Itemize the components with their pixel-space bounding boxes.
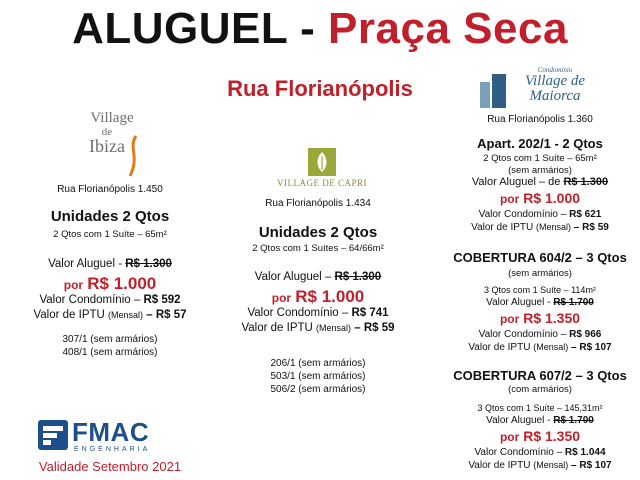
capri-desc: 2 Qtos com 1 Suítes – 64/66m² — [252, 243, 384, 254]
maiorca-cob2-rent-new-line — [440, 428, 640, 444]
maiorca-cob2-rent-line — [440, 414, 640, 427]
maiorca-apt-iptu-label: Valor de IPTU — [471, 222, 534, 233]
maiorca-apt-rent-new-line — [440, 190, 640, 206]
maiorca-cob2-rent-label: Valor Aluguel - — [486, 415, 551, 426]
ibiza-rent-line — [10, 258, 210, 271]
maiorca-cob2-condo-value: R$ 1.044 — [564, 447, 606, 458]
ibiza-unit-1: 307/1 (sem armários) — [62, 334, 158, 345]
street-subtitle: Rua Florianópolis — [227, 76, 413, 101]
maiorca-cob1-rent-new-line — [440, 310, 640, 326]
ibiza-por: por — [63, 278, 84, 292]
maiorca-apt-desc: 2 Qtos com 1 Suíte – 65m² — [483, 153, 597, 164]
maiorca-cob1-por: por — [499, 312, 520, 326]
maiorca-cob2-por: por — [499, 430, 520, 444]
maiorca-cob1-iptu-period: (Mensal) — [533, 342, 569, 352]
ibiza-desc: 2 Qtos com 1 Suíte – 65m² — [53, 229, 167, 240]
capri-rent-line — [218, 271, 418, 284]
maiorca-logo-line1: Village de — [524, 73, 586, 89]
ibiza-rent-label: Valor Aluguel - — [48, 258, 123, 270]
capri-unit-1: 206/1 (sem armários) — [270, 358, 366, 369]
capri-rent-label: Valor Aluguel – — [254, 271, 332, 283]
maiorca-cob1-rent-label: Valor Aluguel - — [486, 297, 551, 308]
capri-rent-new: R$ 1.000 — [295, 287, 365, 306]
maiorca-cob2-iptu-period: (Mensal) — [533, 460, 569, 470]
village-de-ibiza-logo — [82, 110, 142, 180]
maiorca-cob1-condo-label: Valor Condomínio – — [478, 329, 567, 340]
maiorca-cob1-iptu-line — [440, 341, 640, 354]
capri-condo-value: R$ 741 — [351, 307, 389, 319]
maiorca-apt-condo-line — [440, 208, 640, 221]
maiorca-apt-iptu-line — [440, 221, 640, 234]
maiorca-cob2-condo-label: Valor Condomínio – — [474, 447, 563, 458]
maiorca-address: Rua Florianópolis 1.360 — [487, 114, 593, 125]
capri-leaf-icon — [308, 148, 336, 176]
maiorca-cob1-desc: 3 Qtos com 1 Suíte – 114m² — [484, 285, 596, 295]
maiorca-cob1-condo-value: R$ 966 — [569, 329, 602, 340]
maiorca-cob1-condo-line — [440, 328, 640, 341]
maiorca-apt-rent-new: R$ 1.000 — [523, 190, 581, 206]
validity-note: Validade Setembro 2021 — [38, 459, 182, 474]
capri-condo-line — [218, 307, 418, 320]
fmac-logo-sub: ENGENHARIA — [74, 446, 151, 453]
maiorca-logo-line2: Maiorca — [529, 88, 581, 104]
capri-iptu-label: Valor de IPTU — [241, 322, 313, 334]
ibiza-address: Rua Florianópolis 1.450 — [57, 184, 163, 195]
maiorca-logo-small: Condomínio — [537, 66, 573, 74]
capri-units-title: Unidades 2 Qtos — [258, 224, 378, 241]
capri-logo-text: VILLAGE DE CAPRI — [277, 178, 367, 188]
maiorca-apt-iptu-value: – R$ 59 — [573, 222, 609, 233]
ibiza-swirl-icon — [122, 134, 142, 178]
maiorca-apt-condo-label: Valor Condomínio – — [478, 209, 567, 220]
maiorca-cob1-iptu-label: Valor de IPTU — [468, 342, 531, 353]
capri-iptu-value: – R$ 59 — [354, 322, 395, 334]
maiorca-cob2-iptu-label: Valor de IPTU — [468, 460, 531, 471]
maiorca-cob2-iptu-value: – R$ 107 — [571, 460, 612, 471]
ibiza-rent-new: R$ 1.000 — [87, 274, 157, 293]
maiorca-tower-icon — [480, 72, 508, 108]
maiorca-apt-title: Apart. 202/1 - 2 Qtos — [477, 136, 603, 151]
maiorca-cob2-title: COBERTURA 607/2 – 3 Qtos — [453, 368, 627, 383]
maiorca-cob1-title: COBERTURA 604/2 – 3 Qtos — [453, 250, 627, 265]
fmac-mark-icon — [38, 420, 68, 450]
maiorca-apt-condo-value: R$ 621 — [569, 209, 602, 220]
maiorca-cob1-rent-new: R$ 1.350 — [523, 310, 581, 326]
maiorca-cob1-rent-line — [440, 296, 640, 309]
ibiza-rent-new-line — [10, 274, 210, 294]
capri-por: por — [271, 291, 292, 305]
ibiza-logo-word3: Ibiza — [89, 136, 125, 156]
capri-iptu-line — [218, 322, 418, 335]
ibiza-logo-word2: de — [101, 126, 113, 138]
maiorca-apt-iptu-period: (Mensal) — [536, 222, 572, 232]
maiorca-apt-note: (sem armários) — [508, 165, 572, 176]
village-de-maiorca-logo — [480, 66, 600, 108]
fmac-logo-name: FMAC — [72, 417, 150, 447]
title-main: ALUGUEL - — [72, 4, 316, 53]
ibiza-condo-line — [10, 294, 210, 307]
maiorca-cob1-iptu-value: – R$ 107 — [571, 342, 612, 353]
maiorca-apt-rent-old: R$ 1.300 — [563, 176, 609, 188]
maiorca-cob1-note: (sem armários) — [508, 268, 572, 279]
ibiza-iptu-label: Valor de IPTU — [33, 309, 105, 321]
maiorca-cob2-condo-line — [440, 446, 640, 459]
capri-rent-new-line — [218, 287, 418, 307]
ibiza-condo-value: R$ 592 — [143, 294, 181, 306]
ibiza-unit-2: 408/1 (sem armários) — [62, 347, 158, 358]
maiorca-cob2-iptu-line — [440, 459, 640, 472]
maiorca-cob2-rent-old: R$ 1.700 — [553, 415, 594, 426]
capri-unit-3: 506/2 (sem armários) — [270, 384, 366, 395]
ibiza-iptu-value: – R$ 57 — [146, 309, 187, 321]
capri-rent-old: R$ 1.300 — [334, 271, 382, 283]
ibiza-iptu-line — [10, 309, 210, 322]
capri-condo-label: Valor Condomínio – — [247, 307, 349, 319]
ibiza-logo-word1: Village — [90, 110, 134, 126]
maiorca-apt-por: por — [499, 192, 520, 206]
ibiza-rent-old: R$ 1.300 — [125, 258, 172, 270]
maiorca-cob2-desc: 3 Qtos com 1 Suíte – 145,31m² — [477, 403, 603, 413]
maiorca-cob2-note: (com armários) — [508, 384, 572, 395]
page-title — [0, 4, 640, 54]
ibiza-condo-label: Valor Condomínio – — [39, 294, 141, 306]
capri-address: Rua Florianópolis 1.434 — [265, 198, 371, 209]
title-place: Praça Seca — [328, 4, 568, 53]
ibiza-units-title: Unidades 2 Qtos — [50, 208, 170, 225]
capri-iptu-period: (Mensal) — [316, 323, 352, 333]
ibiza-iptu-period: (Mensal) — [108, 310, 144, 320]
capri-unit-2: 503/1 (sem armários) — [270, 371, 366, 382]
maiorca-apt-rent-line — [440, 176, 640, 189]
maiorca-apt-rent-label: Valor Aluguel – de — [471, 176, 561, 188]
fmac-logo — [38, 418, 158, 458]
maiorca-cob1-rent-old: R$ 1.700 — [553, 297, 594, 308]
village-de-capri-logo — [272, 148, 372, 196]
maiorca-cob2-rent-new: R$ 1.350 — [523, 428, 581, 444]
